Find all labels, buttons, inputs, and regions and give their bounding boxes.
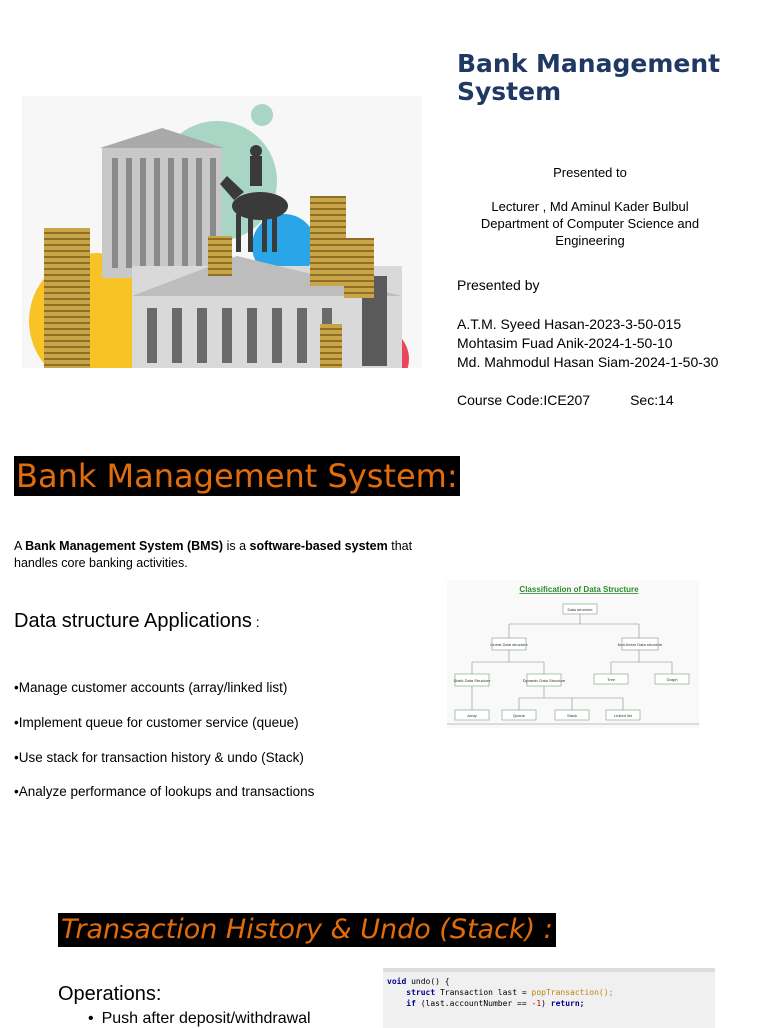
presented-to-label: Presented to	[553, 165, 627, 180]
section-title-stack: Transaction History & Undo (Stack) :	[58, 913, 556, 947]
ds-applications-heading	[14, 610, 260, 633]
code-line-3: if (last.accountNumber == -1) return;	[406, 999, 585, 1008]
intro-paragraph	[14, 538, 424, 572]
node-queue: Queue	[512, 713, 526, 718]
node-linear: Linear Data structure	[490, 642, 528, 647]
bullet-item: •Use stack for transaction history & undo (Stack)	[14, 750, 304, 765]
course-code: Course Code:ICE207	[457, 392, 591, 408]
intro-bold-bms: Bank Management System (BMS)	[25, 539, 224, 553]
intro-text: is a	[223, 539, 250, 553]
diagram-title: Classification of Data Structure	[519, 585, 639, 594]
section-title-bms: Bank Management System:	[16, 457, 458, 495]
code-line-1: void undo() {	[387, 977, 450, 986]
intro-bold-software: software-based system	[249, 539, 388, 553]
code-line-2: struct Transaction last = popTransaction();	[406, 988, 614, 997]
node-graph: Graph	[666, 677, 678, 682]
operation-text: Push after deposit/withdrawal	[101, 1010, 311, 1027]
node-dynamic: Dynamic Data Structure	[522, 678, 566, 683]
course-info	[457, 392, 674, 408]
data-structure-classification-diagram	[447, 580, 699, 728]
node-array: Array	[467, 713, 477, 718]
code-snippet	[383, 968, 715, 1028]
member-item: Md. Mahmodul Hasan Siam-2024-1-50-30	[457, 354, 719, 370]
intro-text: that handles core banking activities.	[14, 539, 413, 570]
node-linked-list: Linked list	[614, 713, 632, 718]
lecturer-block	[457, 198, 723, 249]
presented-by-label: Presented by	[457, 277, 540, 293]
member-item: A.T.M. Syeed Hasan-2023-3-50-015	[457, 316, 682, 332]
ds-heading-suffix: :	[251, 614, 260, 630]
bullet-dot: •	[88, 1010, 94, 1027]
node-root: Data structure	[567, 607, 593, 612]
node-nonlinear: Non-linear Data structure	[617, 642, 663, 647]
operations-heading: Operations:	[58, 983, 162, 1005]
member-list	[457, 315, 718, 372]
bullet-item: •Implement queue for customer service (queue)	[14, 715, 299, 730]
ds-heading-text: Data structure Applications	[14, 610, 252, 632]
operation-item	[88, 1010, 311, 1028]
section: Sec:14	[630, 392, 674, 408]
intro-text: A	[14, 539, 26, 553]
hero-illustration	[22, 96, 422, 368]
member-item: Mohtasim Fuad Anik-2024-1-50-10	[457, 335, 673, 351]
small-teal-circle	[251, 104, 273, 126]
node-stack: Stack	[566, 713, 578, 718]
bullet-item: •Analyze performance of lookups and transactions	[14, 784, 315, 799]
bullet-item: •Manage customer accounts (array/linked list)	[14, 680, 288, 695]
presentation-title: Bank Management System	[457, 49, 721, 106]
node-static: Static Data Structure	[453, 678, 491, 683]
node-tree: Tree	[606, 677, 616, 682]
lecturer-name: Lecturer , Md Aminul Kader Bulbul	[491, 199, 689, 214]
department-name: Department of Computer Science and Engineering	[480, 216, 700, 248]
